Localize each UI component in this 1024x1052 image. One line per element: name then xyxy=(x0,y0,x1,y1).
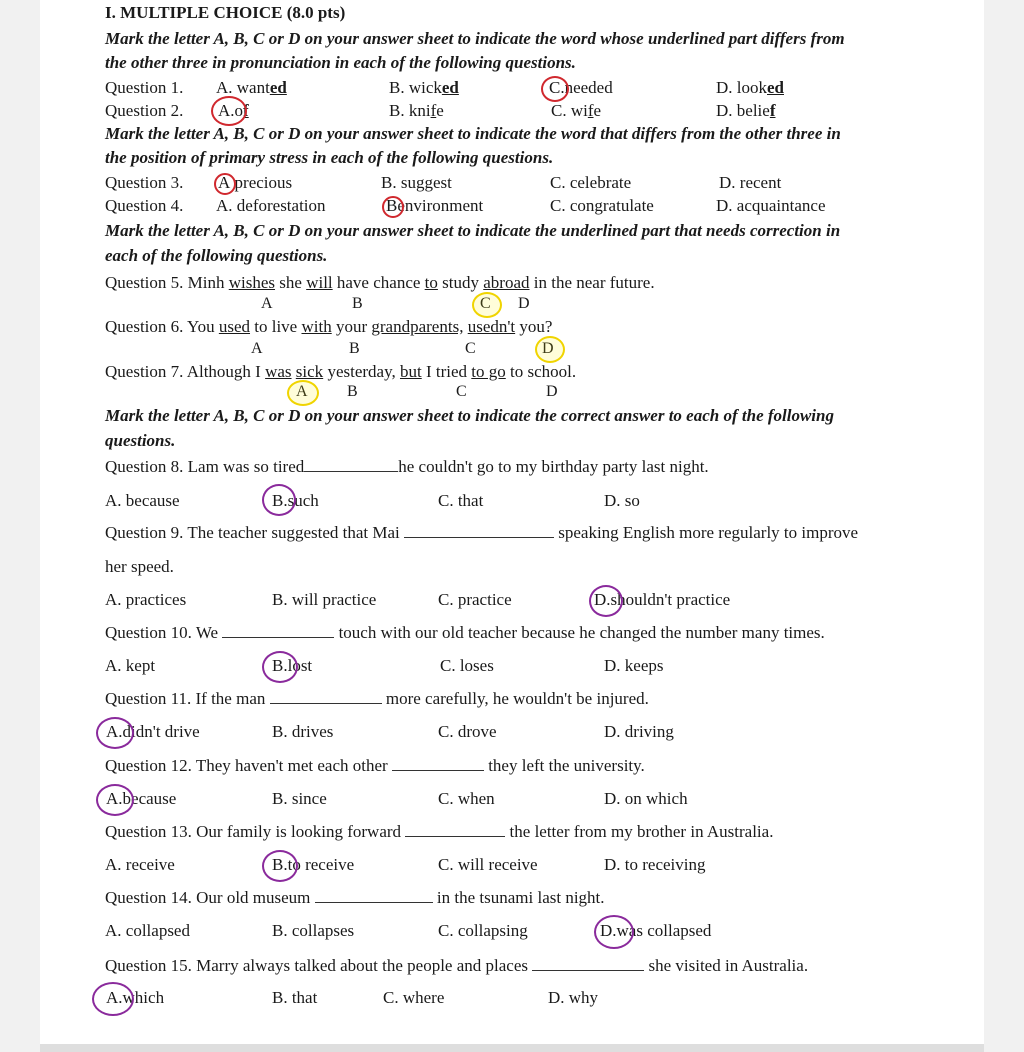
q10-sentence: Question 10. We touch with our old teacher because he changed the number many times. xyxy=(105,623,825,642)
q14-option-a[interactable]: A. collapsed xyxy=(105,921,190,940)
q9-option-a[interactable]: A. practices xyxy=(105,590,187,609)
q9-sentence: Question 9. The teacher suggested that Mai speaking English more regularly to improve xyxy=(105,523,859,542)
q11-option-d[interactable]: D. driving xyxy=(604,722,674,741)
q4-option-b[interactable]: Benvironment xyxy=(386,196,484,215)
q9-option-b[interactable]: B. will practice xyxy=(272,590,377,609)
q9-blank[interactable] xyxy=(404,523,554,538)
q11-option-a[interactable]: A.didn't drive xyxy=(106,722,200,741)
q13-option-d[interactable]: D. to receiving xyxy=(604,855,706,874)
q1-option-c[interactable]: C.needed xyxy=(549,78,613,97)
q4-option-c[interactable]: C. congratulate xyxy=(550,196,654,215)
q4-option-a[interactable]: A. deforestation xyxy=(216,196,326,215)
instruction-4-line-1: Mark the letter A, B, C or D on your answer sheet to indicate the correct answer to each of the following xyxy=(105,406,834,425)
q2-option-b[interactable]: B. knife xyxy=(389,101,444,120)
q5-letter-c[interactable]: C xyxy=(480,295,491,312)
q8-option-b[interactable]: B.such xyxy=(272,491,319,510)
q5-letter-d[interactable]: D xyxy=(518,295,530,312)
q12-option-a[interactable]: A.because xyxy=(106,789,177,808)
q14-option-c[interactable]: C. collapsing xyxy=(438,921,528,940)
q9-option-c[interactable]: C. practice xyxy=(438,590,512,609)
q15-blank[interactable] xyxy=(532,956,644,971)
q8-option-a[interactable]: A. because xyxy=(105,491,180,510)
q12-option-c[interactable]: C. when xyxy=(438,789,495,808)
q15-sentence: Question 15. Marry always talked about the people and places she visited in Australia. xyxy=(105,956,809,975)
q12-option-d[interactable]: D. on which xyxy=(604,789,688,808)
q12-option-b[interactable]: B. since xyxy=(272,789,327,808)
q13-sentence: Question 13. Our family is looking forward the letter from my brother in Australia. xyxy=(105,822,774,841)
q9-sentence-cont: her speed. xyxy=(105,557,174,576)
q11-option-b[interactable]: B. drives xyxy=(272,722,334,741)
q7-sentence: Question 7. Although I was sick yesterday, but I tried to go to school. xyxy=(105,362,577,381)
q10-option-b[interactable]: B.lost xyxy=(272,656,313,675)
q7-letter-c[interactable]: C xyxy=(456,383,467,400)
q10-option-c[interactable]: C. loses xyxy=(440,656,494,675)
q3-option-a[interactable]: A precious xyxy=(218,173,293,192)
q3-label: Question 3. xyxy=(105,173,184,192)
q6-letter-b[interactable]: B xyxy=(349,340,360,357)
q10-option-d[interactable]: D. keeps xyxy=(604,656,664,675)
q2-label: Question 2. xyxy=(105,101,184,120)
q1-option-d[interactable]: D. looked xyxy=(716,78,784,97)
q1-option-b[interactable]: B. wicked xyxy=(389,78,459,97)
q3-option-b[interactable]: B. suggest xyxy=(381,173,452,192)
q8-blank[interactable] xyxy=(304,457,398,472)
q13-blank[interactable] xyxy=(405,822,505,837)
q6-sentence: Question 6. You used to live with your grandparents, usedn't you? xyxy=(105,317,553,336)
q12-blank[interactable] xyxy=(392,756,484,771)
q11-sentence: Question 11. If the man more carefully, he wouldn't be injured. xyxy=(105,689,649,708)
q11-option-c[interactable]: C. drove xyxy=(438,722,497,741)
q2-option-d[interactable]: D. belief xyxy=(716,101,776,120)
q13-option-c[interactable]: C. will receive xyxy=(438,855,538,874)
q15-option-b[interactable]: B. that xyxy=(272,988,318,1007)
q1-option-a[interactable]: A. wanted xyxy=(216,78,287,97)
q15-option-d[interactable]: D. why xyxy=(548,988,599,1007)
q14-sentence: Question 14. Our old museum in the tsunami last night. xyxy=(105,888,605,907)
q5-letter-a[interactable]: A xyxy=(261,295,273,312)
q6-letter-d[interactable]: D xyxy=(542,340,554,357)
q4-option-d[interactable]: D. acquaintance xyxy=(716,196,826,215)
q7-letter-a[interactable]: A xyxy=(296,383,308,400)
q14-blank[interactable] xyxy=(315,888,433,903)
q13-option-b[interactable]: B.to receive xyxy=(272,855,355,874)
instruction-3-line-1: Mark the letter A, B, C or D on your answer sheet to indicate the underlined part that needs correction in xyxy=(105,221,841,240)
q14-option-d[interactable]: D.was collapsed xyxy=(600,921,712,940)
instruction-1-line-1: Mark the letter A, B, C or D on your answer sheet to indicate the word whose underlined part differs from xyxy=(105,29,845,48)
instruction-2-line-1: Mark the letter A, B, C or D on your answer sheet to indicate the word that differs from the other three in xyxy=(105,124,841,143)
q6-letter-a[interactable]: A xyxy=(251,340,263,357)
q3-option-c[interactable]: C. celebrate xyxy=(550,173,632,192)
q4-label: Question 4. xyxy=(105,196,184,215)
q5-sentence: Question 5. Minh wishes she will have chance to study abroad in the near future. xyxy=(105,273,655,292)
instruction-1-line-2: the other three in pronunciation in each of the following questions. xyxy=(105,53,576,72)
q3-option-d[interactable]: D. recent xyxy=(719,173,782,192)
q15-option-a[interactable]: A.which xyxy=(106,988,165,1007)
q2-option-c[interactable]: C. wife xyxy=(551,101,602,120)
q1-label: Question 1. xyxy=(105,78,184,97)
q10-option-a[interactable]: A. kept xyxy=(105,656,156,675)
q5-letter-b[interactable]: B xyxy=(352,295,363,312)
q15-option-c[interactable]: C. where xyxy=(383,988,445,1007)
q12-sentence: Question 12. They haven't met each other they left the university. xyxy=(105,756,645,775)
q10-blank[interactable] xyxy=(222,623,334,638)
instruction-4-line-2: questions. xyxy=(105,431,176,450)
q2-option-a[interactable]: A.of xyxy=(218,101,249,120)
page-bottom-edge xyxy=(40,1044,984,1052)
q11-blank[interactable] xyxy=(270,689,382,704)
q7-letter-d[interactable]: D xyxy=(546,383,558,400)
q14-option-b[interactable]: B. collapses xyxy=(272,921,355,940)
q7-letter-b[interactable]: B xyxy=(347,383,358,400)
instruction-3-line-2: each of the following questions. xyxy=(105,246,328,265)
q6-letter-c[interactable]: C xyxy=(465,340,476,357)
q8-option-d[interactable]: D. so xyxy=(604,491,640,510)
q13-option-a[interactable]: A. receive xyxy=(105,855,175,874)
q9-option-d[interactable]: D.shouldn't practice xyxy=(594,590,731,609)
section-title: I. MULTIPLE CHOICE (8.0 pts) xyxy=(105,3,346,22)
q8-sentence: Question 8. Lam was so tired he couldn't go to my birthday party last night. xyxy=(105,457,709,476)
instruction-2-line-2: the position of primary stress in each of the following questions. xyxy=(105,148,554,167)
q8-option-c[interactable]: C. that xyxy=(438,491,484,510)
